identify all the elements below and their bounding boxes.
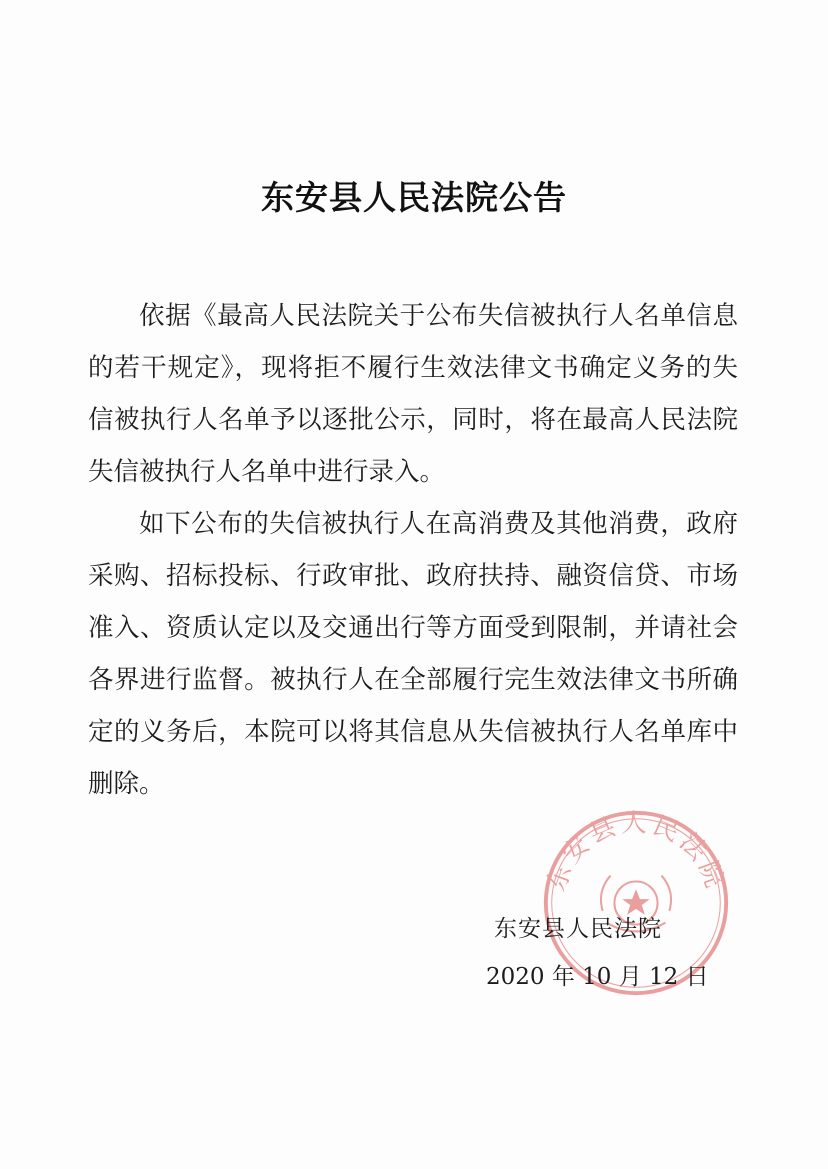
paragraph-2: 如下公布的失信被执行人在高消费及其他消费，政府采购、招标投标、行政审批、政府扶持、融资信贷、市场准入、资质认定以及交通出行等方面受到限制，并请社会各界进行监督。被执行人在全部履行完生效法律文书所确定的义务后，本院可以将其信息从失信被执行人名单库中删除。: [88, 509, 738, 799]
notice-body: [88, 290, 738, 810]
signer-name: 东安县人民法院: [494, 916, 662, 942]
paragraph-1: 依据《最高人民法院关于公布失信被执行人名单信息的若干规定》，现将拒不履行生效法律文书确定义务的失信被执行人名单予以逐批公示，同时，将在最高人民法院失信被执行人名单中进行录入。: [88, 301, 738, 487]
notice-title: 东安县人民法院公告: [261, 178, 567, 217]
issue-date: 2020 年 10 月 12 日: [486, 964, 709, 990]
svg-text:东安县人民法院: 东安县人民法院: [541, 808, 731, 896]
